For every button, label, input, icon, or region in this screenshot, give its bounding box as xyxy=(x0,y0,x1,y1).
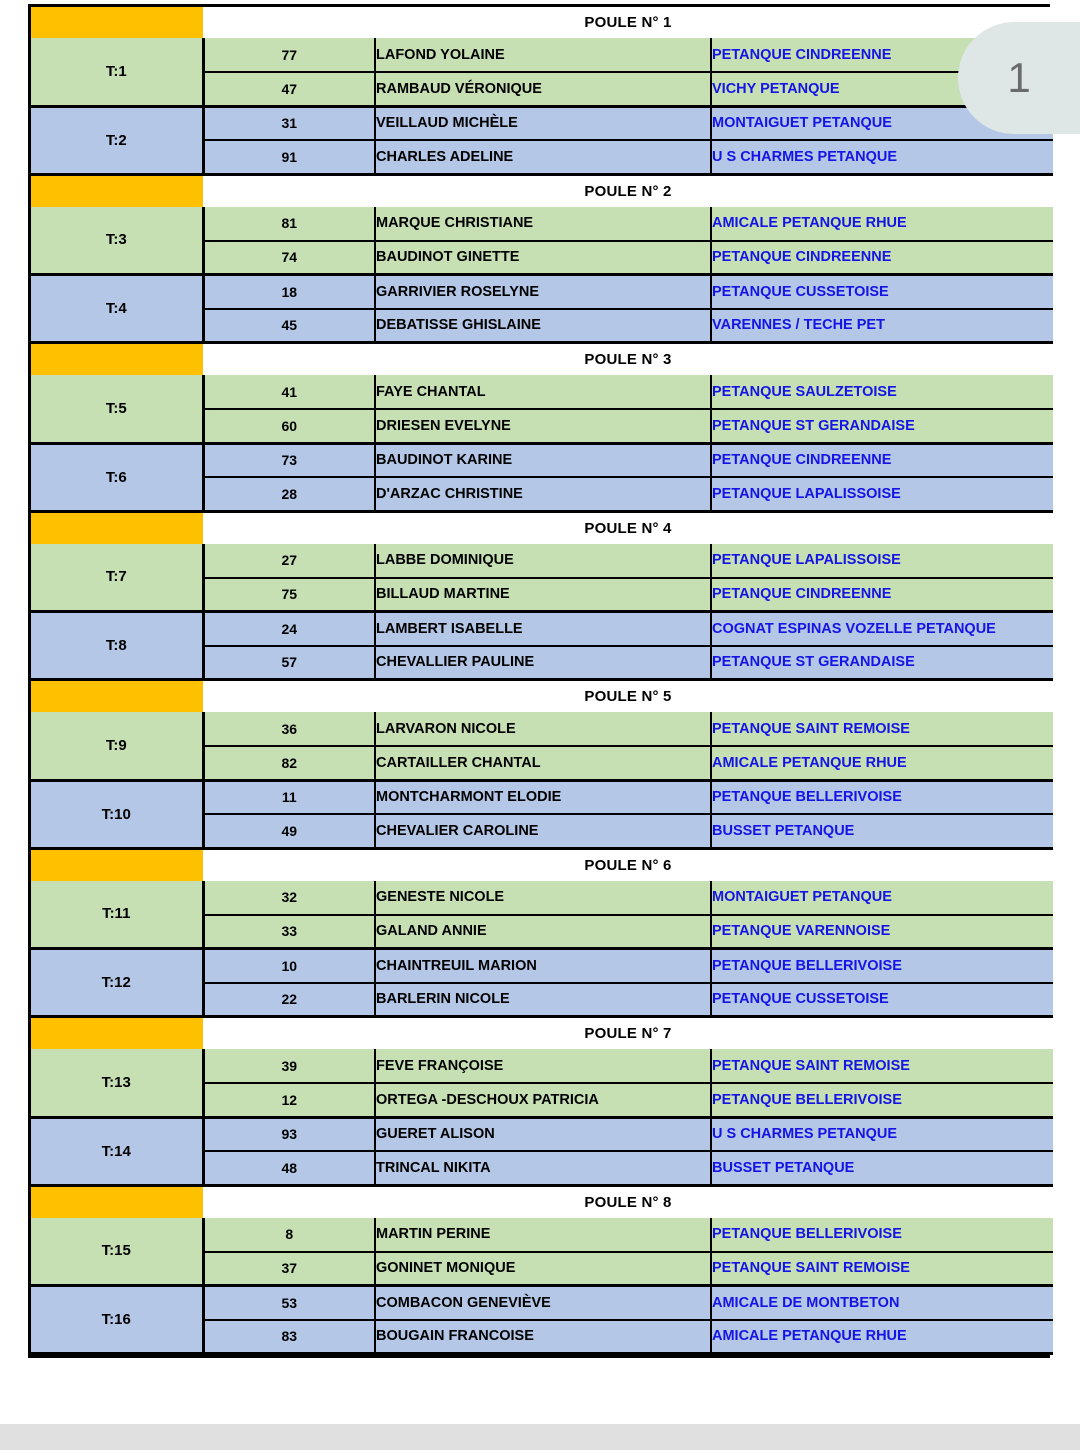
player-club-cell: PETANQUE CINDREENNE xyxy=(711,241,1053,275)
player-number-cell: 31 xyxy=(203,106,375,140)
player-club-cell: COGNAT ESPINAS VOZELLE PETANQUE xyxy=(711,612,1053,646)
team-label-cell: T:12 xyxy=(31,949,203,1017)
poule-title: POULE N° 6 xyxy=(203,848,1053,881)
poule-title: POULE N° 3 xyxy=(203,343,1053,376)
player-club-cell: PETANQUE SAINT REMOISE xyxy=(711,1252,1053,1286)
player-name-cell: VEILLAUD MICHÈLE xyxy=(375,106,711,140)
player-number-cell: 33 xyxy=(203,915,375,949)
player-club-cell: PETANQUE BELLERIVOISE xyxy=(711,1218,1053,1252)
player-name-cell: FAYE CHANTAL xyxy=(375,375,711,409)
team-label-cell: T:10 xyxy=(31,780,203,848)
bottom-system-bar xyxy=(0,1424,1080,1450)
player-name-cell: DRIESEN EVELYNE xyxy=(375,409,711,443)
draw-sheet-table xyxy=(28,4,1050,1358)
team-label-cell: T:2 xyxy=(31,106,203,174)
poule-header-row xyxy=(31,680,1053,713)
player-row xyxy=(31,612,1053,646)
player-club-cell: PETANQUE BELLERIVOISE xyxy=(711,1083,1053,1117)
player-club-cell: MONTAIGUET PETANQUE xyxy=(711,881,1053,915)
player-name-cell: CHAINTREUIL MARION xyxy=(375,949,711,983)
team-label-cell: T:13 xyxy=(31,1049,203,1117)
poule-tab-marker xyxy=(31,7,203,38)
poule-tab-marker xyxy=(31,174,203,207)
player-club-cell: PETANQUE BELLERIVOISE xyxy=(711,949,1053,983)
player-club-cell: PETANQUE CINDREENNE xyxy=(711,578,1053,612)
player-name-cell: D'ARZAC CHRISTINE xyxy=(375,477,711,511)
player-number-cell: 75 xyxy=(203,578,375,612)
team-label-cell: T:3 xyxy=(31,207,203,275)
team-label-cell: T:1 xyxy=(31,38,203,106)
poule-header-row xyxy=(31,174,1053,207)
player-number-cell: 8 xyxy=(203,1218,375,1252)
player-number-cell: 83 xyxy=(203,1320,375,1354)
player-number-cell: 27 xyxy=(203,544,375,578)
team-label-cell: T:8 xyxy=(31,612,203,680)
player-number-cell: 49 xyxy=(203,814,375,848)
player-club-cell: PETANQUE SAULZETOISE xyxy=(711,375,1053,409)
player-club-cell: PETANQUE CINDREENNE xyxy=(711,38,1053,72)
player-club-cell: PETANQUE BELLERIVOISE xyxy=(711,780,1053,814)
poule-title: POULE N° 4 xyxy=(203,511,1053,544)
poule-header-row xyxy=(31,343,1053,376)
player-number-cell: 93 xyxy=(203,1117,375,1151)
player-name-cell: LAMBERT ISABELLE xyxy=(375,612,711,646)
player-number-cell: 24 xyxy=(203,612,375,646)
player-row xyxy=(31,544,1053,578)
player-row xyxy=(31,443,1053,477)
player-club-cell: MONTAIGUET PETANQUE xyxy=(711,106,1053,140)
player-number-cell: 48 xyxy=(203,1151,375,1185)
player-name-cell: MARQUE CHRISTIANE xyxy=(375,207,711,241)
player-club-cell: PETANQUE VARENNOISE xyxy=(711,915,1053,949)
player-club-cell: AMICALE DE MONTBETON xyxy=(711,1286,1053,1320)
player-name-cell: GONINET MONIQUE xyxy=(375,1252,711,1286)
player-club-cell: PETANQUE CUSSETOISE xyxy=(711,275,1053,309)
poule-title: POULE N° 2 xyxy=(203,174,1053,207)
player-number-cell: 12 xyxy=(203,1083,375,1117)
player-name-cell: BARLERIN NICOLE xyxy=(375,983,711,1017)
player-number-cell: 73 xyxy=(203,443,375,477)
player-club-cell: VICHY PETANQUE xyxy=(711,72,1053,106)
player-number-cell: 57 xyxy=(203,646,375,680)
player-row xyxy=(31,1117,1053,1151)
player-row xyxy=(31,1286,1053,1320)
player-number-cell: 39 xyxy=(203,1049,375,1083)
page-number-label: 1 xyxy=(1007,54,1031,101)
player-number-cell: 47 xyxy=(203,72,375,106)
player-row xyxy=(31,712,1053,746)
team-label-cell: T:9 xyxy=(31,712,203,780)
team-label-cell: T:6 xyxy=(31,443,203,511)
page-number-badge xyxy=(958,22,1080,134)
poule-tab-marker xyxy=(31,680,203,713)
player-number-cell: 36 xyxy=(203,712,375,746)
player-row xyxy=(31,881,1053,915)
player-name-cell: TRINCAL NIKITA xyxy=(375,1151,711,1185)
player-club-cell: BUSSET PETANQUE xyxy=(711,1151,1053,1185)
team-label-cell: T:11 xyxy=(31,881,203,949)
player-club-cell: PETANQUE CUSSETOISE xyxy=(711,983,1053,1017)
poule-title: POULE N° 1 xyxy=(203,7,1053,38)
poule-title: POULE N° 5 xyxy=(203,680,1053,713)
player-number-cell: 91 xyxy=(203,140,375,174)
player-club-cell: BUSSET PETANQUE xyxy=(711,814,1053,848)
player-club-cell: PETANQUE ST GERANDAISE xyxy=(711,409,1053,443)
poule-tab-marker xyxy=(31,848,203,881)
player-name-cell: GALAND ANNIE xyxy=(375,915,711,949)
player-number-cell: 11 xyxy=(203,780,375,814)
player-name-cell: MARTIN PERINE xyxy=(375,1218,711,1252)
team-label-cell: T:5 xyxy=(31,375,203,443)
player-club-cell: AMICALE PETANQUE RHUE xyxy=(711,746,1053,780)
poules-table-body xyxy=(31,7,1053,1354)
player-row xyxy=(31,1218,1053,1252)
player-name-cell: LARVARON NICOLE xyxy=(375,712,711,746)
player-club-cell: VARENNES / TECHE PET xyxy=(711,309,1053,343)
poule-header-row xyxy=(31,1017,1053,1050)
player-number-cell: 74 xyxy=(203,241,375,275)
player-name-cell: BOUGAIN FRANCOISE xyxy=(375,1320,711,1354)
player-name-cell: RAMBAUD VÉRONIQUE xyxy=(375,72,711,106)
player-name-cell: LABBE DOMINIQUE xyxy=(375,544,711,578)
player-club-cell: PETANQUE LAPALISSOISE xyxy=(711,477,1053,511)
player-club-cell: U S CHARMES PETANQUE xyxy=(711,140,1053,174)
player-name-cell: GENESTE NICOLE xyxy=(375,881,711,915)
poule-tab-marker xyxy=(31,511,203,544)
player-club-cell: PETANQUE ST GERANDAISE xyxy=(711,646,1053,680)
poule-title: POULE N° 7 xyxy=(203,1017,1053,1050)
player-row xyxy=(31,780,1053,814)
poule-header-row xyxy=(31,848,1053,881)
team-label-cell: T:4 xyxy=(31,275,203,343)
player-row xyxy=(31,949,1053,983)
player-row xyxy=(31,375,1053,409)
poule-title: POULE N° 8 xyxy=(203,1185,1053,1218)
player-row xyxy=(31,207,1053,241)
player-name-cell: CHEVALLIER PAULINE xyxy=(375,646,711,680)
player-number-cell: 22 xyxy=(203,983,375,1017)
player-number-cell: 82 xyxy=(203,746,375,780)
team-label-cell: T:16 xyxy=(31,1286,203,1354)
player-row xyxy=(31,1049,1053,1083)
team-label-cell: T:7 xyxy=(31,544,203,612)
player-number-cell: 60 xyxy=(203,409,375,443)
poule-header-row xyxy=(31,511,1053,544)
player-club-cell: AMICALE PETANQUE RHUE xyxy=(711,1320,1053,1354)
player-name-cell: BAUDINOT GINETTE xyxy=(375,241,711,275)
player-number-cell: 53 xyxy=(203,1286,375,1320)
player-row xyxy=(31,106,1053,140)
player-number-cell: 45 xyxy=(203,309,375,343)
player-name-cell: BILLAUD MARTINE xyxy=(375,578,711,612)
player-number-cell: 10 xyxy=(203,949,375,983)
player-number-cell: 18 xyxy=(203,275,375,309)
player-number-cell: 28 xyxy=(203,477,375,511)
player-number-cell: 37 xyxy=(203,1252,375,1286)
player-number-cell: 81 xyxy=(203,207,375,241)
player-name-cell: MONTCHARMONT ELODIE xyxy=(375,780,711,814)
poule-tab-marker xyxy=(31,343,203,376)
player-name-cell: LAFOND YOLAINE xyxy=(375,38,711,72)
player-club-cell: PETANQUE SAINT REMOISE xyxy=(711,1049,1053,1083)
player-name-cell: ORTEGA -DESCHOUX PATRICIA xyxy=(375,1083,711,1117)
player-name-cell: FEVE FRANÇOISE xyxy=(375,1049,711,1083)
player-name-cell: CHARLES ADELINE xyxy=(375,140,711,174)
poules-table xyxy=(31,7,1053,1355)
player-club-cell: PETANQUE CINDREENNE xyxy=(711,443,1053,477)
player-name-cell: CARTAILLER CHANTAL xyxy=(375,746,711,780)
player-row xyxy=(31,275,1053,309)
player-name-cell: GUERET ALISON xyxy=(375,1117,711,1151)
player-number-cell: 41 xyxy=(203,375,375,409)
player-name-cell: BAUDINOT KARINE xyxy=(375,443,711,477)
player-club-cell: AMICALE PETANQUE RHUE xyxy=(711,207,1053,241)
player-club-cell: PETANQUE LAPALISSOISE xyxy=(711,544,1053,578)
poule-header-row xyxy=(31,7,1053,38)
player-name-cell: GARRIVIER ROSELYNE xyxy=(375,275,711,309)
player-club-cell: U S CHARMES PETANQUE xyxy=(711,1117,1053,1151)
player-name-cell: DEBATISSE GHISLAINE xyxy=(375,309,711,343)
poule-tab-marker xyxy=(31,1185,203,1218)
team-label-cell: T:15 xyxy=(31,1218,203,1286)
player-number-cell: 32 xyxy=(203,881,375,915)
player-number-cell: 77 xyxy=(203,38,375,72)
poule-tab-marker xyxy=(31,1017,203,1050)
player-row xyxy=(31,38,1053,72)
player-name-cell: COMBACON GENEVIÈVE xyxy=(375,1286,711,1320)
poule-header-row xyxy=(31,1185,1053,1218)
player-name-cell: CHEVALIER CAROLINE xyxy=(375,814,711,848)
player-club-cell: PETANQUE SAINT REMOISE xyxy=(711,712,1053,746)
team-label-cell: T:14 xyxy=(31,1117,203,1185)
